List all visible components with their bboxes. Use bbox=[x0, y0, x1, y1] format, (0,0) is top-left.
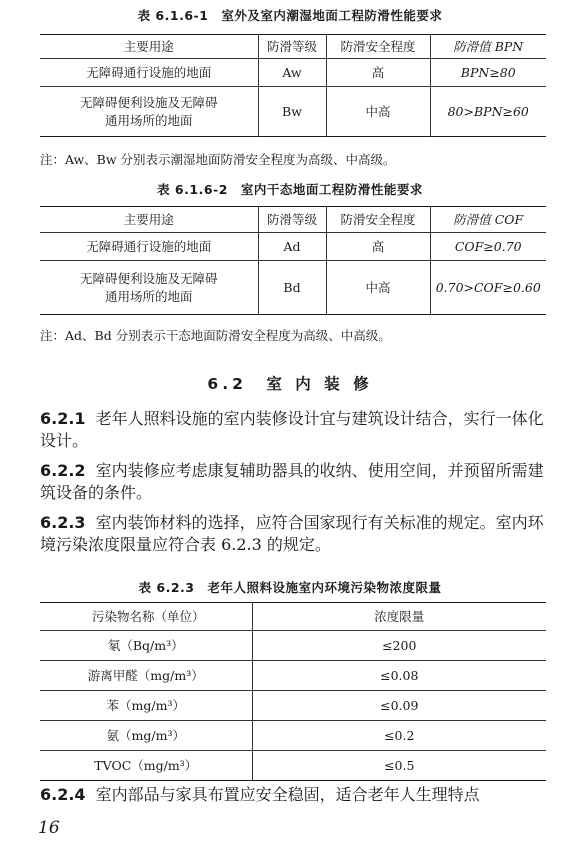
table2-cell-use-line2: 通用场所的地面 bbox=[104, 288, 193, 304]
clause-text: 室内装修应考虑康复辅助器具的收纳、使用空间，并预留所需建筑设备的条件。 bbox=[40, 461, 544, 502]
table1-header-row bbox=[40, 35, 546, 59]
table-row bbox=[40, 261, 546, 315]
section-title: 6.2 室 内 装 修 bbox=[207, 375, 373, 393]
table3-cell-limit: ≤0.5 bbox=[252, 751, 546, 781]
table-row bbox=[40, 87, 546, 137]
table-row bbox=[40, 721, 546, 751]
table1-cell-value: BPN≥80 bbox=[430, 59, 546, 87]
table1-cell-use bbox=[40, 87, 258, 137]
table1-cell-use-line1: 无障碍便利设施及无障碍 bbox=[79, 94, 218, 110]
table1-caption: 表 6.1.6-1 室外及室内潮湿地面工程防滑性能要求 bbox=[137, 8, 443, 23]
table1-header-grade: 防滑等级 bbox=[258, 35, 326, 59]
clause-6-2-4 bbox=[40, 784, 550, 806]
clause-6-2-2 bbox=[40, 460, 550, 504]
table2-cell-value: COF≥0.70 bbox=[430, 233, 546, 261]
table3-cell-name: 氡（Bq/m³） bbox=[40, 631, 252, 661]
clause-6-2-3 bbox=[40, 512, 550, 556]
table1-cell-grade: Bw bbox=[258, 87, 326, 137]
table1-cell-value: 80>BPN≥60 bbox=[430, 87, 546, 137]
page-number: 16 bbox=[38, 818, 60, 838]
table-row bbox=[40, 661, 546, 691]
table-row bbox=[40, 691, 546, 721]
table2-cell-safety: 中高 bbox=[326, 261, 430, 315]
table1 bbox=[40, 34, 546, 137]
table3 bbox=[40, 602, 546, 781]
clause-text: 老年人照料设施的室内装修设计宜与建筑设计结合，实行一体化设计。 bbox=[40, 409, 544, 450]
table1-cell-safety: 中高 bbox=[326, 87, 430, 137]
clause-number: 6.2.1 bbox=[40, 409, 86, 428]
clause-number: 6.2.4 bbox=[40, 785, 86, 804]
table2-caption: 表 6.1.6-2 室内干态地面工程防滑性能要求 bbox=[157, 182, 423, 197]
table1-cell-use-line2: 通用场所的地面 bbox=[104, 112, 193, 128]
clause-number: 6.2.2 bbox=[40, 461, 86, 480]
table-row bbox=[40, 631, 546, 661]
table3-cell-limit: ≤0.09 bbox=[252, 691, 546, 721]
table2-header-value: 防滑值 COF bbox=[430, 207, 546, 233]
table1-header-value: 防滑值 BPN bbox=[430, 35, 546, 59]
clause-text: 室内装饰材料的选择，应符合国家现行有关标准的规定。室内环境污染浓度限量应符合表 6.2.3 的规定。 bbox=[40, 513, 544, 554]
table2-header-safety: 防滑安全程度 bbox=[326, 207, 430, 233]
table3-caption: 表 6.2.3 老年人照料设施室内环境污染物浓度限量 bbox=[138, 580, 442, 595]
clause-text: 室内部品与家具布置应安全稳固，适合老年人生理特点 bbox=[95, 785, 480, 804]
table1-note: 注：Aw、Bw 分别表示潮湿地面防滑安全程度为高级、中高级。 bbox=[40, 152, 396, 167]
table2-cell-use: 无障碍通行设施的地面 bbox=[40, 233, 258, 261]
table3-header-limit: 浓度限量 bbox=[252, 603, 546, 631]
table2-header-row bbox=[40, 207, 546, 233]
clause-number: 6.2.3 bbox=[40, 513, 86, 532]
table3-cell-limit: ≤0.08 bbox=[252, 661, 546, 691]
table3-cell-name: 氨（mg/m³） bbox=[40, 721, 252, 751]
table2-header-use: 主要用途 bbox=[40, 207, 258, 233]
table-row bbox=[40, 751, 546, 781]
table3-cell-limit: ≤200 bbox=[252, 631, 546, 661]
table1-header-safety: 防滑安全程度 bbox=[326, 35, 430, 59]
table3-cell-name: TVOC（mg/m³） bbox=[40, 751, 252, 781]
table2 bbox=[40, 206, 546, 315]
table2-cell-use-line1: 无障碍便利设施及无障碍 bbox=[79, 270, 218, 286]
table2-cell-safety: 高 bbox=[326, 233, 430, 261]
table1-cell-grade: Aw bbox=[258, 59, 326, 87]
table-row bbox=[40, 233, 546, 261]
table3-cell-name: 游离甲醛（mg/m³） bbox=[40, 661, 252, 691]
clause-6-2-1 bbox=[40, 408, 550, 452]
table2-header-grade: 防滑等级 bbox=[258, 207, 326, 233]
table-row bbox=[40, 59, 546, 87]
table1-cell-use: 无障碍通行设施的地面 bbox=[40, 59, 258, 87]
table3-cell-name: 苯（mg/m³） bbox=[40, 691, 252, 721]
table2-cell-use bbox=[40, 261, 258, 315]
table3-header-name: 污染物名称（单位） bbox=[40, 603, 252, 631]
table1-header-use: 主要用途 bbox=[40, 35, 258, 59]
table1-cell-safety: 高 bbox=[326, 59, 430, 87]
table2-note: 注：Ad、Bd 分别表示干态地面防滑安全程度为高级、中高级。 bbox=[40, 328, 391, 343]
table2-cell-grade: Ad bbox=[258, 233, 326, 261]
table3-cell-limit: ≤0.2 bbox=[252, 721, 546, 751]
table2-cell-value: 0.70>COF≥0.60 bbox=[430, 261, 546, 315]
table3-header-row bbox=[40, 603, 546, 631]
table2-cell-grade: Bd bbox=[258, 261, 326, 315]
